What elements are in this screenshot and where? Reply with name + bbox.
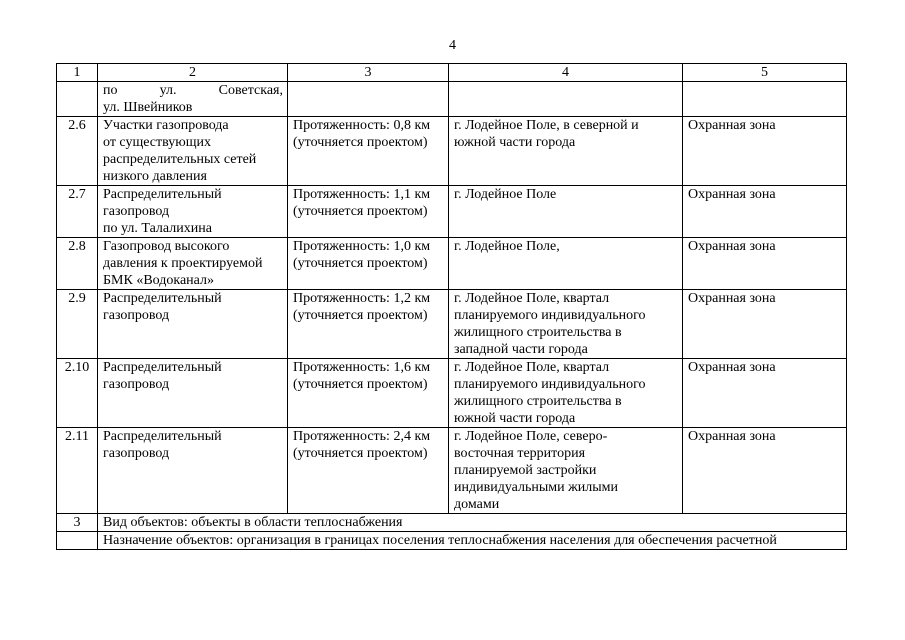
continuation-line: ул. Швейников bbox=[103, 100, 193, 115]
section-3-purpose-num bbox=[57, 532, 98, 550]
continuation-row bbox=[57, 82, 847, 117]
object-name-line: Газопровод высокого bbox=[103, 239, 230, 254]
table-row bbox=[57, 359, 847, 428]
object-name-line: от существующих bbox=[103, 135, 212, 150]
continuation-num-cell bbox=[57, 82, 98, 117]
header-cell-3: 3 bbox=[288, 64, 449, 82]
object-location-cell bbox=[449, 428, 683, 514]
object-location-line: г. Лодейное Поле, bbox=[454, 239, 560, 254]
header-cell-5: 5 bbox=[683, 64, 847, 82]
object-location-line: г. Лодейное Поле, квартал bbox=[454, 291, 610, 306]
object-location-line: г. Лодейное Поле bbox=[454, 187, 557, 202]
header-cell-4: 4 bbox=[449, 64, 683, 82]
object-name-cell bbox=[98, 117, 288, 186]
row-number: 2.8 bbox=[57, 238, 98, 290]
object-location-cell bbox=[449, 238, 683, 290]
object-location-line: южной части города bbox=[454, 411, 576, 426]
object-name-cell bbox=[98, 186, 288, 238]
object-location-line: г. Лодейное Поле, северо- bbox=[454, 429, 608, 444]
object-location-cell bbox=[449, 117, 683, 186]
section-3-type-row bbox=[57, 514, 847, 532]
row-number: 2.9 bbox=[57, 290, 98, 359]
object-name-line: газопровод bbox=[103, 204, 170, 219]
object-length-line: (уточняется проектом) bbox=[293, 204, 428, 219]
continuation-length-cell bbox=[288, 82, 449, 117]
object-location-cell bbox=[449, 186, 683, 238]
continuation-line: по ул. Советская, bbox=[103, 83, 283, 98]
object-length-line: (уточняется проектом) bbox=[293, 446, 428, 461]
object-length-line: (уточняется проектом) bbox=[293, 308, 428, 323]
object-location-line: планируемой застройки bbox=[454, 463, 597, 478]
table-row bbox=[57, 428, 847, 514]
object-location-line: восточная территория bbox=[454, 446, 586, 461]
object-length-cell bbox=[288, 117, 449, 186]
header-row bbox=[57, 64, 847, 82]
table-row bbox=[57, 290, 847, 359]
object-name-cell bbox=[98, 359, 288, 428]
table-row bbox=[57, 186, 847, 238]
object-name-line: Участки газопровода bbox=[103, 118, 229, 133]
object-name-line: газопровод bbox=[103, 308, 170, 323]
object-name-cell bbox=[98, 428, 288, 514]
zone-cell: Охранная зона bbox=[683, 186, 847, 238]
object-location-cell bbox=[449, 290, 683, 359]
object-location-line: планируемого индивидуального bbox=[454, 377, 646, 392]
header-cell-2: 2 bbox=[98, 64, 288, 82]
section-3-purpose-row bbox=[57, 532, 847, 550]
object-location-line: планируемого индивидуального bbox=[454, 308, 646, 323]
object-location-line: г. Лодейное Поле, квартал bbox=[454, 360, 610, 375]
zone-cell: Охранная зона bbox=[683, 290, 847, 359]
zone-cell: Охранная зона bbox=[683, 428, 847, 514]
object-name-cell bbox=[98, 238, 288, 290]
object-name-line: Распределительный bbox=[103, 187, 222, 202]
object-length-line: Протяженность: 0,8 км bbox=[293, 118, 431, 133]
section-3-num: 3 bbox=[57, 514, 98, 532]
object-name-line: газопровод bbox=[103, 446, 170, 461]
zone-cell: Охранная зона bbox=[683, 238, 847, 290]
zone-cell: Охранная зона bbox=[683, 359, 847, 428]
zone-cell: Охранная зона bbox=[683, 117, 847, 186]
page-number: 4 bbox=[449, 38, 456, 53]
row-number: 2.11 bbox=[57, 428, 98, 514]
object-length-line: (уточняется проектом) bbox=[293, 135, 428, 150]
section-3-purpose-text: Назначение объектов: организация в границах поселения теплоснабжения населения для обеспечения расчетной bbox=[98, 532, 847, 550]
object-length-line: Протяженность: 2,4 км bbox=[293, 429, 431, 444]
object-location-line: индивидуальными жилыми bbox=[454, 480, 619, 495]
row-number: 2.10 bbox=[57, 359, 98, 428]
continuation-zone-cell bbox=[683, 82, 847, 117]
object-length-line: Протяженность: 1,2 км bbox=[293, 291, 431, 306]
object-length-cell bbox=[288, 290, 449, 359]
object-location-cell bbox=[449, 359, 683, 428]
continuation-location-cell bbox=[449, 82, 683, 117]
object-length-cell bbox=[288, 359, 449, 428]
object-name-cell bbox=[98, 290, 288, 359]
object-name-line: низкого давления bbox=[103, 169, 207, 184]
zones-table bbox=[56, 63, 847, 550]
object-name-line: БМК «Водоканал» bbox=[103, 273, 215, 288]
object-length-line: (уточняется проектом) bbox=[293, 377, 428, 392]
object-name-line: Распределительный bbox=[103, 429, 222, 444]
table-row bbox=[57, 238, 847, 290]
object-length-line: (уточняется проектом) bbox=[293, 256, 428, 271]
continuation-name-cell bbox=[98, 82, 288, 117]
object-location-line: жилищного строительства в bbox=[454, 325, 622, 340]
object-location-line: жилищного строительства в bbox=[454, 394, 622, 409]
object-location-line: западной части города bbox=[454, 342, 588, 357]
object-location-line: г. Лодейное Поле, в северной и bbox=[454, 118, 639, 133]
header-cell-1: 1 bbox=[57, 64, 98, 82]
object-name-line: по ул. Талалихина bbox=[103, 221, 212, 236]
object-length-cell bbox=[288, 238, 449, 290]
object-length-line: Протяженность: 1,6 км bbox=[293, 360, 431, 375]
object-location-line: южной части города bbox=[454, 135, 576, 150]
object-location-line: домами bbox=[454, 497, 500, 512]
object-length-line: Протяженность: 1,1 км bbox=[293, 187, 431, 202]
object-length-line: Протяженность: 1,0 км bbox=[293, 239, 431, 254]
object-length-cell bbox=[288, 428, 449, 514]
object-length-cell bbox=[288, 186, 449, 238]
object-name-line: давления к проектируемой bbox=[103, 256, 263, 271]
object-name-line: Распределительный bbox=[103, 291, 222, 306]
section-3-type-text: Вид объектов: объекты в области теплоснабжения bbox=[98, 514, 847, 532]
object-name-line: Распределительный bbox=[103, 360, 222, 375]
table-row bbox=[57, 117, 847, 186]
row-number: 2.7 bbox=[57, 186, 98, 238]
object-name-line: газопровод bbox=[103, 377, 170, 392]
row-number: 2.6 bbox=[57, 117, 98, 186]
object-name-line: распределительных сетей bbox=[103, 152, 257, 167]
